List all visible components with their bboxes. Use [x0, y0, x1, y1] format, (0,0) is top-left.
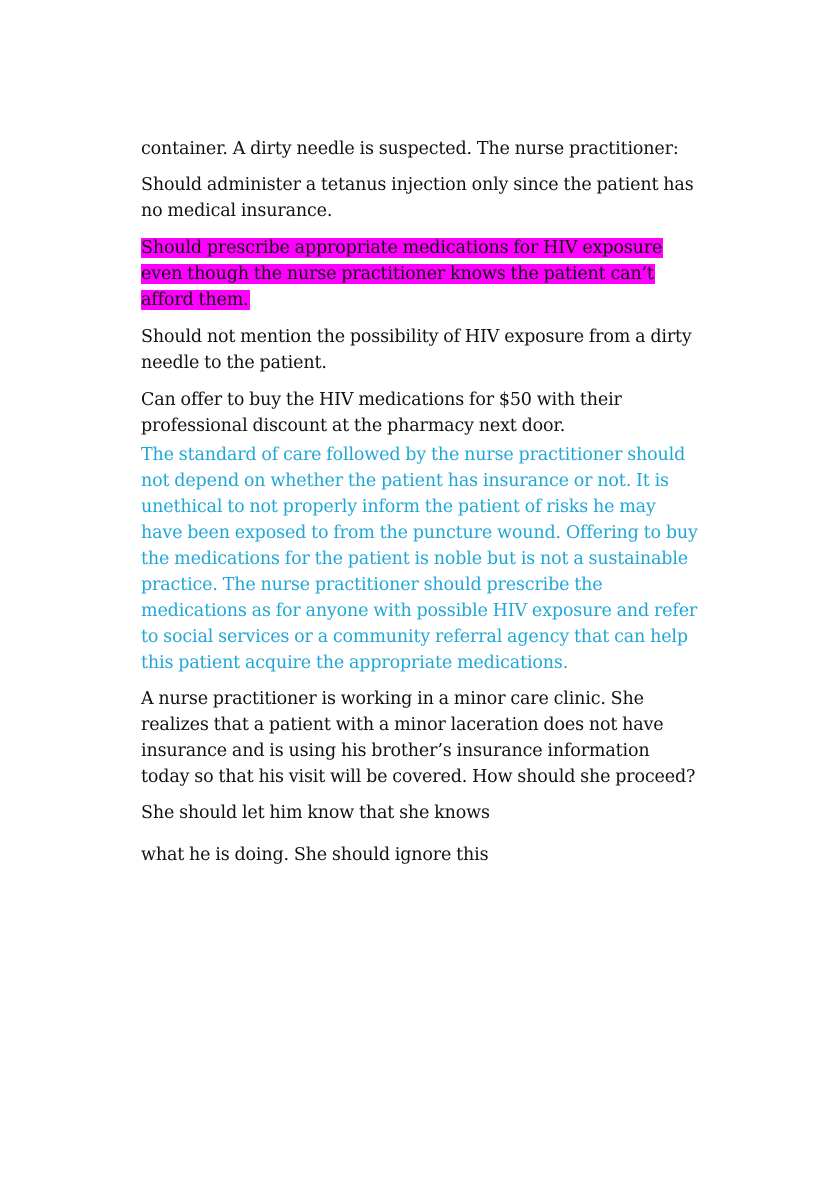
answer-option-2-highlighted: [141, 235, 701, 313]
answer-option-1: Should administer a tetanus injection only since the patient has no medical insurance.: [141, 175, 694, 221]
question-2-answer-1: She should let him know that she knows: [141, 803, 490, 823]
highlighted-correct-answer: Should prescribe appropriate medications for HIV exposure even though the nurse practitioner knows the patient can’t afford them.: [141, 238, 663, 310]
answer-option-3: Should not mention the possibility of HIV exposure from a dirty needle to the patient.: [141, 327, 692, 373]
question-continuation: container. A dirty needle is suspected. The nurse practitioner:: [141, 139, 679, 159]
answer-option-4: Can offer to buy the HIV medications for $50 with their professional discount at the pharmacy next door.: [141, 390, 622, 436]
document-page: [141, 136, 701, 868]
question-2: A nurse practitioner is working in a minor care clinic. She realizes that a patient with a minor laceration does not have insurance and is using his brother’s insurance information today so that his visit will be covered. How should she proceed?: [141, 689, 696, 787]
answer-explanation: The standard of care followed by the nurse practitioner should not depend on whether the patient has insurance or not. It is unethical to not properly inform the patient of risks he may have been exposed to from the puncture wound. Offering to buy the medications for the patient is noble but is not a sustainable practice. The nurse practitioner should prescribe the medications as for anyone with possible HIV exposure and refer to social services or a community referral agency that can help this patient acquire the appropriate medications.: [141, 445, 698, 673]
question-2-answer-2: what he is doing. She should ignore this: [141, 845, 489, 865]
